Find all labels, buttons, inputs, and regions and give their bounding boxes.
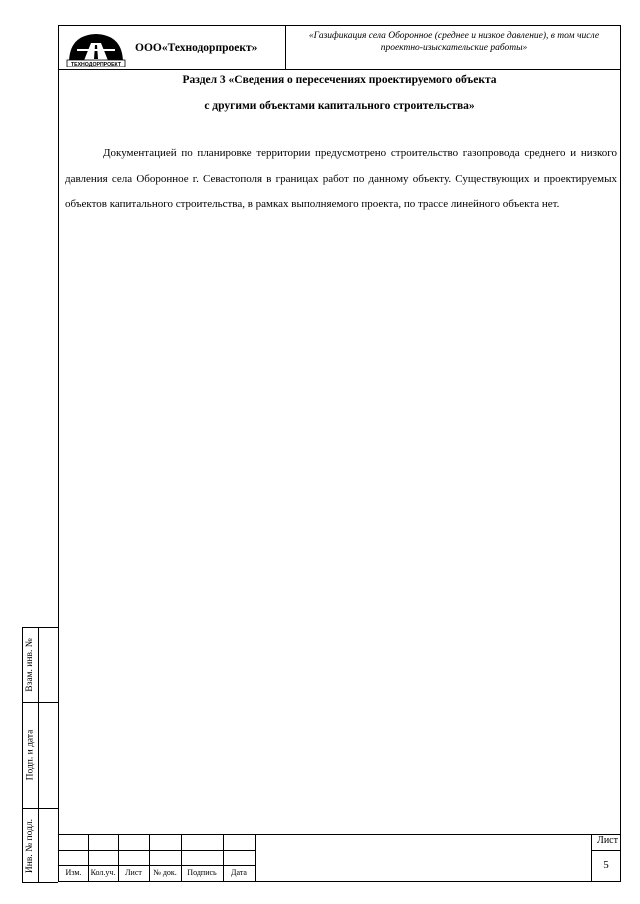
side-strip-value-column xyxy=(38,627,58,883)
side-strip xyxy=(22,627,58,883)
header-divider xyxy=(285,26,286,69)
side-label-inv-podl: Инв. № подл. xyxy=(25,818,36,873)
svg-text:ТЕХНОДОРПРОЕКТ: ТЕХНОДОРПРОЕКТ xyxy=(70,62,122,67)
body-paragraph: Документацией по планировке территории предусмотрено строительство газопровода среднего и низкого давления села Оборонное г. Севастополя в границах работ по данному объекту. Существующих и проектируемых объектов капитального строительства, в рамках выполняемого проекта, по трассе линейного объекта нет. xyxy=(65,147,617,210)
col-date: Дата xyxy=(231,868,247,877)
title-block xyxy=(59,834,620,881)
col-doc-number: № док. xyxy=(153,868,177,877)
col-kol-uch: Кол.уч. xyxy=(90,868,116,877)
section-title-line1: Раздел 3 «Сведения о пересечениях проектируемого объекта xyxy=(182,74,497,86)
company-name: ООО«Технодорпроект» xyxy=(135,41,258,54)
sheet-label: Лист xyxy=(597,835,618,846)
title-block-vrule xyxy=(591,834,592,881)
title-block-vrule xyxy=(255,834,256,881)
title-block-rule xyxy=(592,850,620,851)
company-logo-icon xyxy=(65,29,127,67)
title-block-border xyxy=(59,834,620,835)
project-title xyxy=(289,30,619,54)
col-izm: Изм. xyxy=(65,868,82,877)
col-list: Лист xyxy=(125,868,142,877)
col-signature: Подпись xyxy=(187,868,217,877)
page-header xyxy=(59,26,620,70)
project-title-line1: «Газификация села Оборонное (среднее и низкое давление), в том числе xyxy=(308,31,600,41)
section-title-line2: с другими объектами капитального строительства» xyxy=(204,100,475,112)
document-sheet xyxy=(58,25,621,882)
project-title-line2: проектно-изыскательские работы» xyxy=(380,43,528,53)
side-label-podp-data: Подп. и дата xyxy=(25,729,36,781)
sheet-number: 5 xyxy=(603,859,609,871)
side-label-zam-inv: Взам. инв. № xyxy=(25,637,36,692)
